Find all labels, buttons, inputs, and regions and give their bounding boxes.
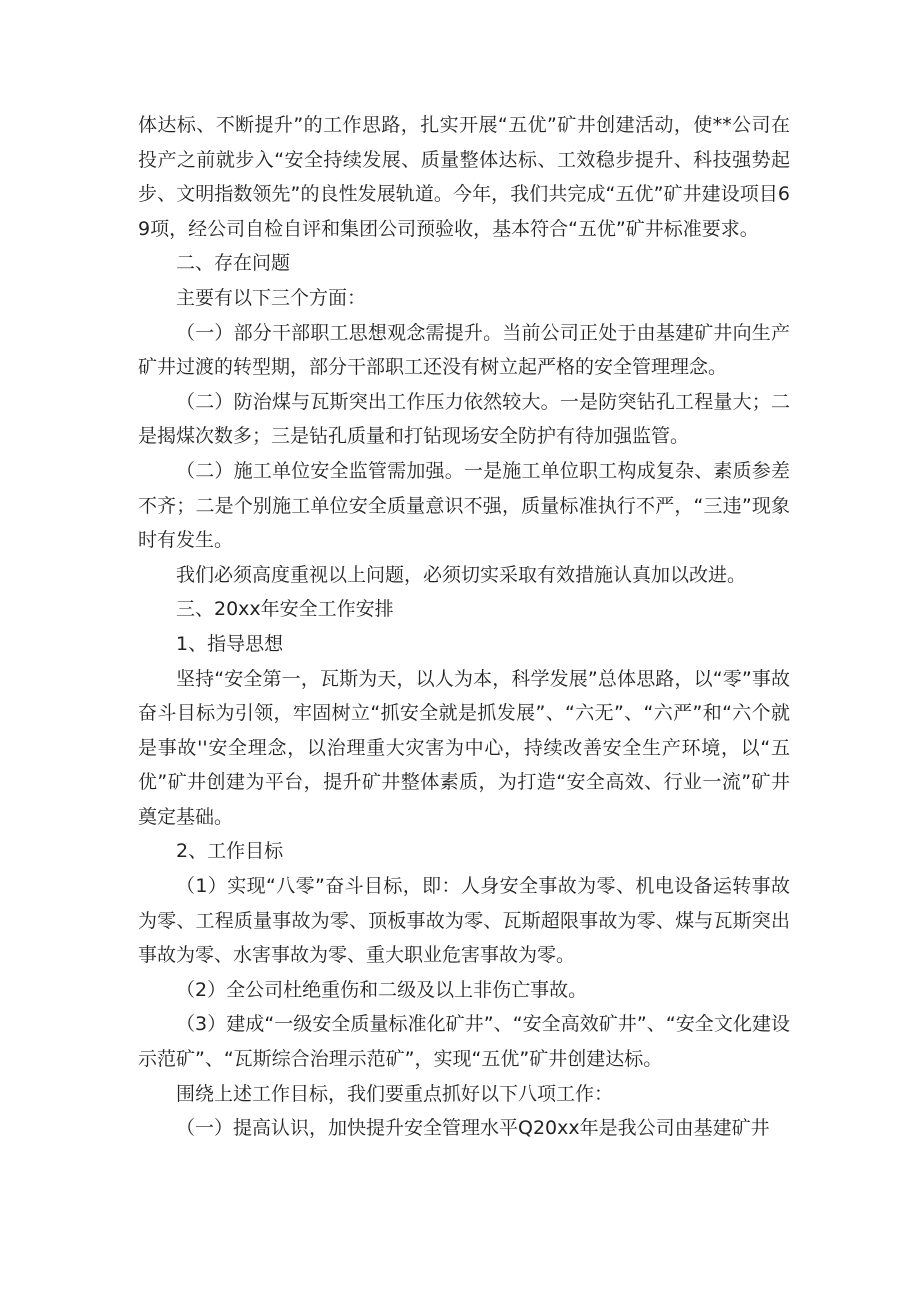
paragraph-goal-1: （1）实现“八零”奋斗目标，即：人身安全事故为零、机电设备运转事故为零、工程质量事故为零、顶板事故为零、瓦斯超限事故为零、煤与瓦斯突出事故为零、水害事故为零、重大职业危害事故为零。 — [138, 875, 790, 967]
paragraph-problems-intro: 主要有以下三个方面： — [176, 286, 367, 309]
subheading-work-goals: 2、工作目标 — [176, 840, 284, 863]
paragraph-task-1: （一）提高认识，加快提升安全管理水平Q20xx年是我公司由基建矿井 — [176, 1117, 770, 1140]
paragraph-goal-2: （2）全公司杜绝重伤和二级及以上非伤亡事故。 — [176, 978, 588, 1001]
section-heading-plan: 三、20xx年安全工作安排 — [176, 598, 394, 621]
paragraph-continuation: 体达标、不断提升”的工作思路，扎实开展“五优”矿井创建活动，使**公司在投产之前就步入“安全持续发展、质量整体达标、工效稳步提升、科技强势起步、文明指数领先”的良性发展轨道。今年，我们共完成“五优”矿井建设项目69项，经公司自检自评和集团公司预验收，基本符合“五优”矿井标准要求。 — [138, 114, 790, 240]
paragraph-problem-1: （一）部分干部职工思想观念需提升。当前公司正处于由基建矿井向生产矿井过渡的转型期，部分干部职工还没有树立起严格的安全管理理念。 — [138, 321, 790, 379]
section-heading-problems: 二、存在问题 — [176, 252, 291, 275]
subheading-guiding-ideology: 1、指导思想 — [176, 632, 284, 655]
paragraph-problem-2: （二）防治煤与瓦斯突出工作压力依然较大。一是防突钻孔工程量大；二是揭煤次数多；三是钻孔质量和打钻现场安全防护有待加强监管。 — [138, 390, 790, 448]
paragraph-guiding-ideology: 坚持“安全第一，瓦斯为天，以人为本，科学发展”总体思路，以“零”事故奋斗目标为引领，牢固树立“抓安全就是抓发展”、“六无”、“六严”和“六个就是事故''安全理念，以治理重大灾害为中心，持续改善安全生产环境，以“五优”矿井创建为平台，提升矿井整体素质，为打造“安全高效、行业一流”矿井奠定基础。 — [138, 667, 790, 828]
paragraph-key-tasks-intro: 围绕上述工作目标，我们要重点抓好以下八项工作： — [176, 1082, 614, 1105]
paragraph-problems-conclusion: 我们必须高度重视以上问题，必须切实采取有效措施认真加以改进。 — [176, 563, 747, 586]
paragraph-problem-3: （二）施工单位安全监管需加强。一是施工单位职工构成复杂、素质参差不齐；二是个别施工单位安全质量意识不强，质量标准执行不严，“三违”现象时有发生。 — [138, 459, 790, 552]
paragraph-goal-3: （3）建成“一级安全质量标准化矿井”、“安全高效矿井”、“安全文化建设示范矿”、“瓦斯综合治理示范矿”，实现“五优”矿井创建达标。 — [138, 1013, 790, 1071]
document-body — [138, 108, 790, 1146]
